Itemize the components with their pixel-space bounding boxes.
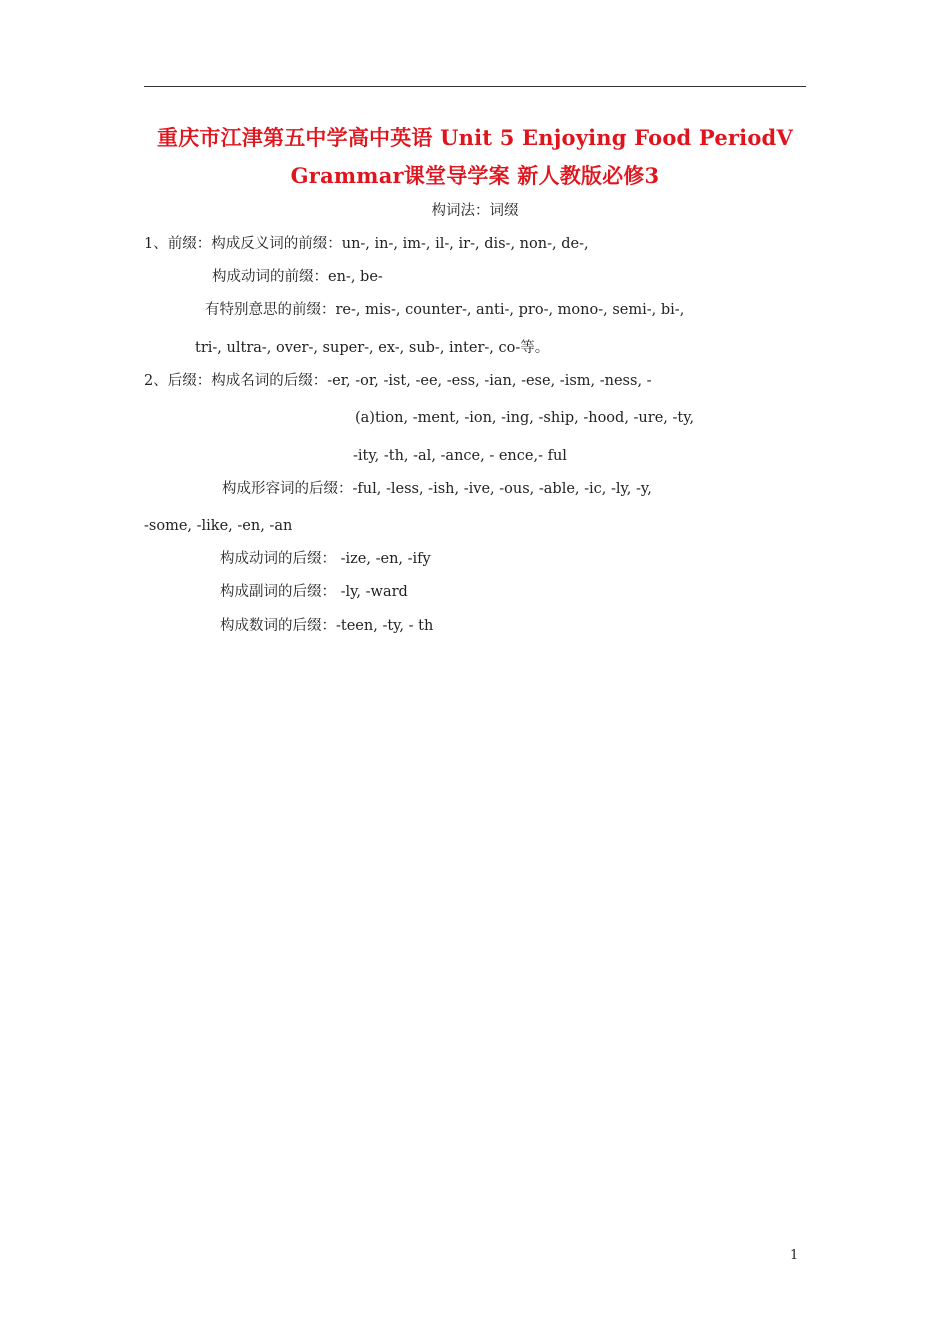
- suffix-adverb-line: 构成副词的后缀： -ly, -ward: [220, 584, 408, 600]
- suffix-adjective-line: 构成形容词的后缀：-ful, -less, -ish, -ive, -ous, -able, -ic, -ly, -y,: [222, 481, 652, 497]
- suffix-numeral-line: 构成数词的后缀：-teen, -ty, - th: [220, 618, 434, 634]
- suffix-noun-line: 2、后缀：构成名词的后缀：-er, -or, -ist, -ee, -ess, -ian, -ese, -ism, -ness, -: [144, 373, 652, 389]
- document-title-line-1: 重庆市江津第五中学高中英语 Unit 5 Enjoying Food PeriodⅤ: [157, 125, 793, 150]
- page-number: 1: [790, 1248, 799, 1263]
- document-title-line-2: Grammar课堂导学案 新人教版必修3: [290, 163, 660, 188]
- section-subtitle: 构词法：词缀: [431, 203, 519, 219]
- prefix-special-line: 有特别意思的前缀：re-, mis-, counter-, anti-, pro-, mono-, semi-, bi-,: [205, 302, 685, 318]
- suffix-verb-line: 构成动词的后缀： -ize, -en, -ify: [220, 551, 431, 567]
- suffix-noun-line-cont-1: (a)tion, -ment, -ion, -ing, -ship, -hood, -ure, -ty,: [355, 410, 695, 426]
- prefix-antonym-line: 1、前缀：构成反义词的前缀：un-, in-, im-, il-, ir-, dis-, non-, de-,: [144, 236, 589, 252]
- header-rule: [144, 86, 806, 87]
- suffix-noun-line-cont-2: -ity, -th, -al, -ance, - ence,- ful: [353, 448, 567, 464]
- suffix-adjective-line-cont: -some, -like, -en, -an: [144, 518, 293, 534]
- prefix-verb-line: 构成动词的前缀：en-, be-: [212, 269, 383, 285]
- prefix-special-line-cont: tri-, ultra-, over-, super-, ex-, sub-, inter-, co-等。: [195, 340, 550, 356]
